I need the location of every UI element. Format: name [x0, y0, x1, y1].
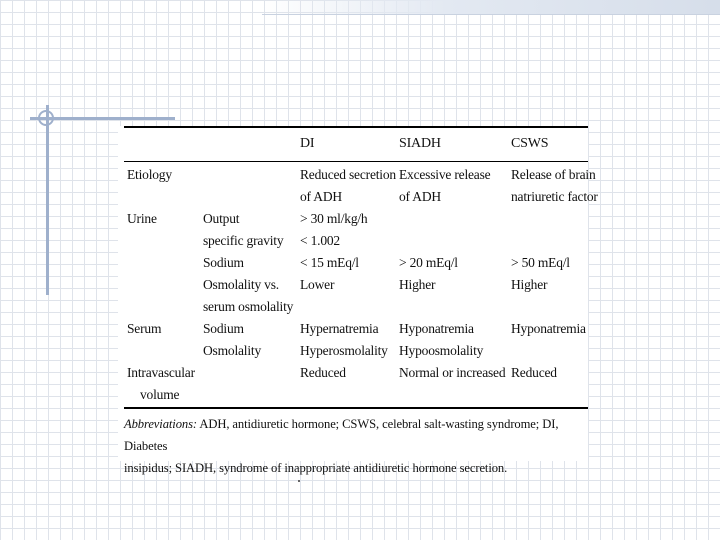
- urine-siadh-sodium: > 20 mEq/l: [399, 255, 458, 270]
- row-label-urine: Urine: [127, 211, 157, 226]
- urine-siadh-osmolality: Higher: [399, 277, 436, 292]
- urine-sub-serum-osmolality: serum osmolality: [203, 299, 294, 314]
- urine-sub-osmolality: Osmolality vs.: [203, 277, 279, 292]
- serum-di-sodium: Hypernatremia: [300, 321, 379, 336]
- intravascular-di: Reduced: [300, 365, 346, 380]
- serum-sub-osmolality: Osmolality: [203, 343, 261, 358]
- footnote-line1: ADH, antidiuretic hormone; CSWS, celebral salt-wasting syndrome; DI, Diabetes: [124, 417, 559, 453]
- header-band: [262, 0, 720, 14]
- comparison-table: [118, 126, 598, 475]
- table-bottom-rule: [124, 407, 588, 409]
- decorative-circle-icon: [38, 110, 54, 126]
- urine-di-specific-gravity: < 1.002: [300, 233, 340, 248]
- table-top-rule: [124, 126, 588, 128]
- row-label-intravascular: Intravascular: [127, 365, 195, 380]
- urine-sub-specific-gravity: specific gravity: [203, 233, 284, 248]
- table-header-rule: [124, 161, 588, 162]
- footnote-line2: insipidus; SIADH, syndrome of inappropriate antidiuretic hormone secretion.: [124, 461, 508, 475]
- row-label-volume: volume: [140, 387, 180, 402]
- serum-siadh-sodium: Hyponatremia: [399, 321, 474, 336]
- column-header-csws: CSWS: [511, 136, 549, 151]
- urine-sub-output: Output: [203, 211, 240, 226]
- urine-di-output: > 30 ml/kg/h: [300, 211, 368, 226]
- etiology-csws-line2: natriuretic factor: [511, 189, 598, 204]
- column-header-di: DI: [300, 136, 315, 151]
- decorative-vertical-line: [46, 105, 49, 295]
- intravascular-siadh: Normal or increased: [399, 365, 506, 380]
- urine-di-osmolality: Lower: [300, 277, 335, 292]
- urine-csws-osmolality: Higher: [511, 277, 548, 292]
- etiology-siadh-line1: Excessive release: [399, 167, 491, 182]
- urine-csws-sodium: > 50 mEq/l: [511, 255, 570, 270]
- etiology-siadh-line2: of ADH: [399, 189, 441, 204]
- intravascular-csws: Reduced: [511, 365, 557, 380]
- urine-di-sodium: < 15 mEq/l: [300, 255, 359, 270]
- serum-siadh-osmolality: Hypoosmolality: [399, 343, 484, 358]
- etiology-csws-line1: Release of brain: [511, 167, 596, 182]
- urine-sub-sodium: Sodium: [203, 255, 244, 270]
- scan-speck: [298, 480, 300, 482]
- row-label-etiology: Etiology: [127, 167, 172, 182]
- etiology-di-line1: Reduced secretion: [300, 167, 396, 182]
- serum-csws-sodium: Hyponatremia: [511, 321, 586, 336]
- column-header-siadh: SIADH: [399, 136, 441, 151]
- row-label-serum: Serum: [127, 321, 162, 336]
- serum-di-osmolality: Hyperosmolality: [300, 343, 388, 358]
- abbreviations-footnote: [124, 413, 588, 479]
- serum-sub-sodium: Sodium: [203, 321, 244, 336]
- etiology-di-line2: of ADH: [300, 189, 342, 204]
- header-band-rule: [262, 14, 720, 15]
- footnote-label: Abbreviations:: [124, 417, 197, 431]
